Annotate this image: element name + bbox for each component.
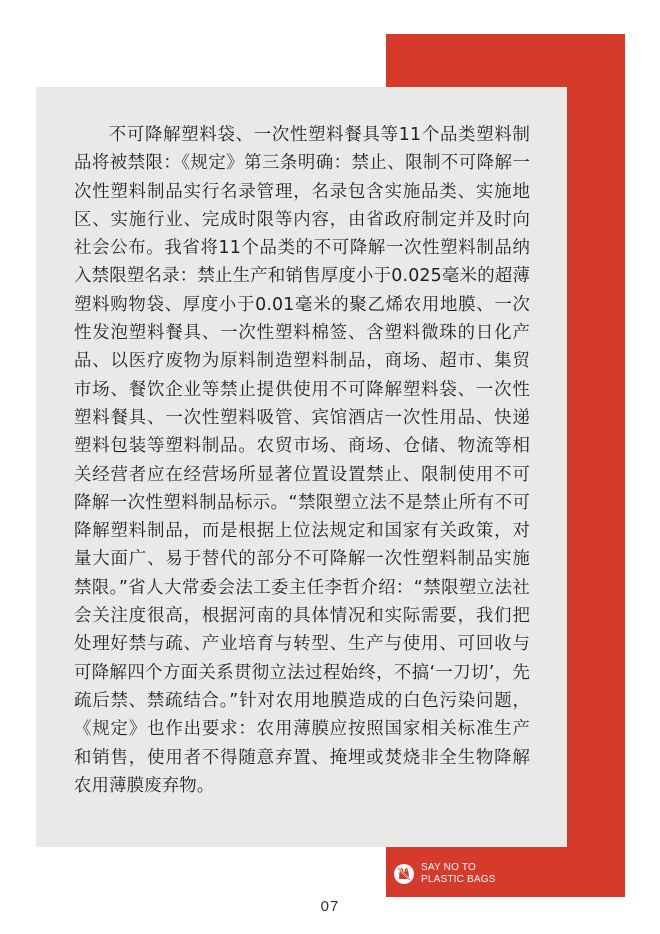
- badge-line-1: SAY NO TO: [421, 861, 476, 873]
- article-card: [36, 87, 567, 847]
- say-no-badge: [394, 857, 496, 891]
- badge-line-2: PLASTIC BAGS: [421, 874, 496, 885]
- article-body: 不可降解塑料袋、一次性塑料餐具等11个品类塑料制品将被禁限：《规定》第三条明确：禁止、限制不可降解一次性塑料制品实行名录管理，名录包含实施品类、实施地区、实施行业、完成时限等内容，由省政府制定并及时向社会公布。我省将11个品类的不可降解一次性塑料制品纳入禁限塑名录：禁止生产和销售厚度小于0.025毫米的超薄塑料购物袋、厚度小于0.01毫米的聚乙烯农用地膜、一次性发泡塑料餐具、一次性塑料棉签、含塑料微珠的日化产品、以医疗废物为原料制造塑料制品，商场、超市、集贸市场、餐饮企业等禁止提供使用不可降解塑料袋、一次性塑料餐具、一次性塑料吸管、宾馆酒店一次性用品、快递塑料包装等塑料制品。农贸市场、商场、仓储、物流等相关经营者应在经营场所显著位置设置禁止、限制使用不可降解一次性塑料制品标示。“禁限塑立法不是禁止所有不可降解塑料制品，而是根据上位法规定和国家有关政策，对量大面广、易于替代的部分不可降解一次性塑料制品实施禁限。”省人大常委会法工委主任李哲介绍：“禁限塑立法社会关注度很高，根据河南的具体情况和实际需要，我们把处理好禁与疏、产业培育与转型、生产与使用、可回收与可降解四个方面关系贯彻立法过程始终，不搞‘一刀切’，先疏后禁、禁疏结合。”针对农用地膜造成的白色污染问题，《规定》也作出要求：农用薄膜应按照国家相关标准生产和销售，使用者不得随意弃置、掩埋或焚烧非全生物降解农用薄膜废弃物。: [74, 125, 530, 796]
- page-number: 07: [320, 898, 340, 915]
- no-plastic-bag-icon: [394, 864, 414, 884]
- badge-text: [421, 862, 496, 887]
